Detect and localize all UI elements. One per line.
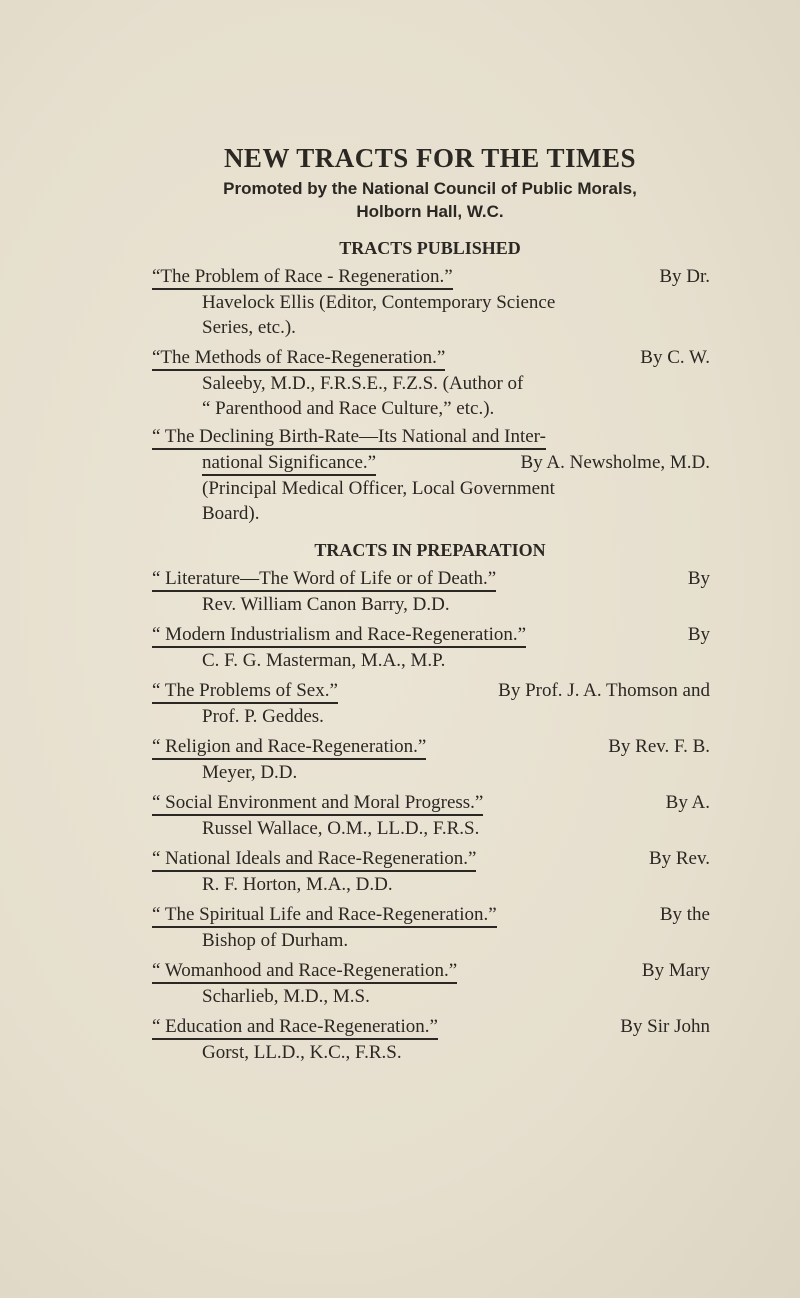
tract-title: “ Social Environment and Moral Progress.” (152, 792, 483, 816)
tract-author-continued: Russel Wallace, O.M., LL.D., F.R.S. (202, 818, 480, 839)
tract-author-continued: (Principal Medical Officer, Local Government (202, 478, 555, 499)
tract-author-continued: Board). (202, 503, 260, 524)
tract-title: “ Religion and Race-Regeneration.” (152, 736, 426, 760)
tract-title-continued: national Significance.” (202, 452, 376, 476)
tract-author-continued: R. F. Horton, M.A., D.D. (202, 874, 393, 895)
tract-author: By the (659, 904, 710, 925)
tract-author: By C. W. (640, 347, 710, 368)
list-item (150, 902, 710, 953)
tract-author-continued: Bishop of Durham. (202, 930, 349, 951)
published-list (150, 264, 710, 526)
list-item (150, 345, 710, 421)
tract-author: By Rev. F. B. (608, 736, 710, 757)
tract-author-continued: Gorst, LL.D., K.C., F.R.S. (202, 1042, 402, 1063)
tract-author-continued: Series, etc.). (202, 317, 296, 338)
list-item (150, 790, 710, 841)
list-item (150, 426, 710, 526)
section-heading-preparation: TRACTS IN PREPARATION (314, 540, 546, 560)
preparation-list (150, 566, 710, 1065)
tract-title: “ Modern Industrialism and Race-Regeneration.” (152, 624, 526, 648)
tract-author: By A. Newsholme, M.D. (520, 452, 710, 473)
tract-title: “ The Spiritual Life and Race-Regeneration.” (152, 904, 497, 928)
tract-title: “ The Declining Birth-Rate—Its National and Inter- (152, 426, 546, 450)
tract-title: “ National Ideals and Race-Regeneration.” (152, 848, 476, 872)
tract-author: By Rev. (648, 848, 710, 869)
tract-author: By (687, 568, 710, 589)
tract-author-continued: Havelock Ellis (Editor, Contemporary Science (202, 292, 556, 313)
tract-author-continued: Saleeby, M.D., F.R.S.E., F.Z.S. (Author of (202, 373, 524, 394)
tract-author-continued: Prof. P. Geddes. (202, 706, 324, 727)
tract-author: By Sir John (620, 1016, 710, 1037)
tract-title: “ Womanhood and Race-Regeneration.” (152, 960, 457, 984)
tract-author-continued: “ Parenthood and Race Culture,” etc.). (202, 398, 495, 419)
tract-title: “The Methods of Race-Regeneration.” (152, 347, 445, 371)
tract-author: By A. (665, 792, 710, 813)
tract-author-continued: Meyer, D.D. (202, 762, 298, 783)
list-item (150, 622, 710, 673)
list-item (150, 734, 710, 785)
tract-author: By (687, 624, 710, 645)
tract-author: By Mary (641, 960, 710, 981)
tract-author-continued: Scharlieb, M.D., M.S. (202, 986, 370, 1007)
tract-author-continued: C. F. G. Masterman, M.A., M.P. (202, 650, 446, 671)
list-item (150, 958, 710, 1009)
tract-title: “ The Problems of Sex.” (152, 680, 338, 704)
document-body (150, 140, 710, 1070)
list-item (150, 678, 710, 729)
list-item (150, 1014, 710, 1065)
tract-title: “The Problem of Race - Regeneration.” (152, 266, 453, 290)
subtitle-line-2: Holborn Hall, W.C. (356, 202, 504, 221)
tract-title: “ Education and Race-Regeneration.” (152, 1016, 438, 1040)
tract-author: By Dr. (659, 266, 710, 287)
tract-author-continued: Rev. William Canon Barry, D.D. (202, 594, 450, 615)
section-heading-published: TRACTS PUBLISHED (339, 238, 521, 258)
tract-author: By Prof. J. A. Thomson and (498, 680, 710, 701)
list-item (150, 846, 710, 897)
page-title: NEW TRACTS FOR THE TIMES (223, 143, 637, 173)
tract-title: “ Literature—The Word of Life or of Death.” (152, 568, 496, 592)
list-item (150, 566, 710, 617)
subtitle-line-1: Promoted by the National Council of Public Morals, (223, 179, 637, 198)
list-item (150, 264, 710, 340)
